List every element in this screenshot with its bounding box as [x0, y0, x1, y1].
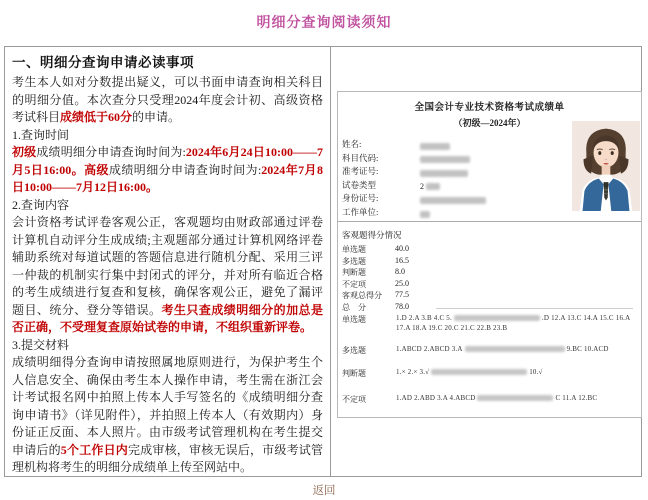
notice-section: [5, 47, 331, 476]
score-rows: [342, 244, 409, 314]
text-segment: 初级: [12, 145, 37, 159]
sheet-field-row: [342, 138, 637, 152]
text-segment: 考生本人如对分数提出疑义，可以书面申请查询相关科目的明细分值。本次查分只受理2024年度会计初、高级资格考试科目: [12, 75, 323, 124]
field-label: 工作单位:: [342, 206, 379, 217]
answer-row: [342, 394, 637, 404]
redacted-value: [420, 197, 486, 204]
scoresheet-cell: [331, 47, 641, 476]
answer-label: 单选题: [342, 315, 366, 324]
answer-content: [396, 314, 637, 333]
scoresheet-divider: [338, 221, 641, 222]
field-value-text: 2: [420, 181, 426, 191]
field-value: [420, 195, 486, 204]
field-value: [420, 168, 468, 177]
score-label: 总 分: [342, 302, 366, 312]
answer-content: [396, 368, 637, 378]
field-value: [420, 209, 430, 218]
text-segment: 5个工作日内: [60, 442, 128, 457]
notice-paragraph: [12, 337, 323, 355]
redacted-answers: [454, 315, 540, 321]
sheet-field-row: [342, 165, 637, 179]
redacted-answers: [465, 346, 565, 352]
redacted-value: [420, 143, 450, 150]
back-link[interactable]: 返回: [312, 485, 336, 497]
score-label: 判断题: [342, 268, 366, 278]
redacted-value: [420, 170, 468, 177]
field-label: 准考证号:: [342, 166, 379, 177]
score-value: 8.0: [395, 267, 405, 277]
scoresheet-image: [337, 91, 642, 418]
text-segment: 成绩明细分申请查询时间为:: [36, 145, 186, 159]
answer-content: [396, 394, 637, 404]
score-row: [342, 278, 409, 291]
score-row: [342, 290, 409, 302]
redacted-value: [420, 156, 470, 163]
answer-text: 10.√: [529, 367, 543, 376]
answer-label: 判断题: [342, 368, 366, 378]
answer-text: .D 12.A 13.C 14.A 15.C 16.A 17.A 18.A 19.C 20.C 21.C 22.B 23.B: [396, 314, 630, 332]
answer-label: 多选题: [342, 346, 366, 355]
score-label: 不定项: [342, 279, 366, 289]
sheet-field-row: [342, 206, 637, 220]
text-segment: 考生只查成绩明细分的加总是否正确，不受理复查原始试卷的申请，不组织重新评卷。: [12, 302, 323, 334]
field-value: [420, 182, 440, 191]
text-segment: 的申请。: [132, 110, 181, 124]
redacted-value: [420, 211, 430, 218]
text-segment: 成绩低于60分: [60, 110, 133, 124]
answer-text: 1.D 2.A 3.B 4.C 5.: [396, 314, 452, 322]
text-segment: 2024年6月24日10:00——7月5日16:00。: [12, 145, 323, 177]
text-segment: 1.查询时间: [12, 127, 70, 142]
scoresheet-fields: [342, 138, 637, 220]
sheet-field-row: [342, 192, 637, 206]
score-label: 客观总得分: [342, 291, 382, 301]
text-segment: 3.提交材料: [12, 337, 70, 352]
text-segment: 成绩明细分申请查询时间为:: [108, 162, 262, 177]
sheet-field-row: [342, 152, 637, 166]
answer-text: 1.AD 2.ABD 3.A 4.ABCD: [396, 394, 476, 402]
score-label: 多选题: [342, 256, 366, 266]
text-segment: 会计资格考试评卷客观公正，客观题均由财政部通过评卷计算机自动评分生成成绩;主观题部分通过计算机网络评卷辅助系统对每道试题的答题信息进行随机分配、采用三评一仲裁的机制实行集中封闭式的评分，并对所有临近合格的考生成绩进行复查和复核，确保客观公正，避免了漏评题目、统分、登分等错误。: [12, 215, 323, 317]
total-underline: [436, 308, 633, 309]
scoresheet-section-header: 客观题得分情况: [342, 230, 402, 240]
answer-row: [342, 368, 637, 378]
content-panel: [4, 46, 642, 477]
score-value: 25.0: [395, 278, 409, 288]
text-segment: 成绩明细得分查询申请按照属地原则进行，为保护考生个人信息安全、确保由考生本人操作申请，考生需在浙江会计考试报名网中拍照上传本人手写签名的《成绩明细分查询申请书》（详见附件），并拍照上传本人（有效期内）身份证正反面、本人照片。由市级考试管理机构在考生提交申请后的: [12, 355, 323, 457]
text-segment: 完成审核，审核无误后，市级考试管理机构将考生的明细分成绩单上传至网站中。: [12, 442, 323, 474]
answer-text: C 11.A 12.BC: [555, 394, 598, 402]
score-row: [342, 301, 409, 314]
field-label: 身份证号:: [342, 193, 379, 204]
score-value: 78.0: [395, 301, 409, 311]
sheet-field-row: [342, 179, 637, 193]
score-label: 单选题: [342, 245, 366, 254]
score-value: 77.5: [395, 290, 409, 300]
scoresheet-subtitle: （初级—2024年）: [453, 118, 526, 128]
answer-text: 1.ABCD 2.ABCD 3.A: [396, 345, 463, 353]
notice-heading: 一、明细分查询申请必读事项: [12, 55, 194, 70]
text-segment: 2.查询内容: [12, 197, 70, 212]
notice-paragraph: [12, 74, 323, 127]
notice-paragraph: [12, 197, 323, 215]
answer-row: [342, 345, 637, 355]
notice-paragraph: [12, 144, 323, 197]
answer-row: [342, 314, 637, 333]
score-value: 40.0: [395, 244, 409, 253]
redacted-answers: [477, 395, 553, 401]
notice-paragraph: [12, 214, 323, 337]
answer-text: 9.BC 10.ACD: [566, 345, 609, 353]
notice-body: [12, 74, 323, 477]
page-title: 明细分查询阅读须知: [256, 16, 392, 31]
answer-text: 1.× 2.× 3.√: [396, 367, 430, 376]
notice-paragraph: [12, 127, 323, 145]
answer-rows: [342, 314, 637, 404]
text-segment: 2024年7月8日10:00——7月12日16:00。: [12, 162, 323, 194]
answer-label: 不定项: [342, 395, 366, 404]
score-row: [342, 267, 405, 279]
scoresheet-title: 全国会计专业技术资格考试成绩单: [414, 103, 565, 113]
score-row: [342, 255, 409, 268]
score-row: [342, 244, 409, 256]
field-value: [420, 155, 470, 164]
score-value: 16.5: [395, 255, 409, 265]
redacted-answers: [431, 369, 527, 375]
field-value: [420, 141, 450, 150]
field-label: 姓名:: [342, 139, 362, 149]
answer-content: [396, 345, 637, 355]
redacted-value: [426, 183, 440, 190]
field-label: 试卷类型: [342, 179, 377, 190]
text-segment: 高级: [84, 162, 109, 177]
field-label: 科目代码:: [342, 152, 379, 163]
notice-paragraph: [12, 354, 323, 477]
